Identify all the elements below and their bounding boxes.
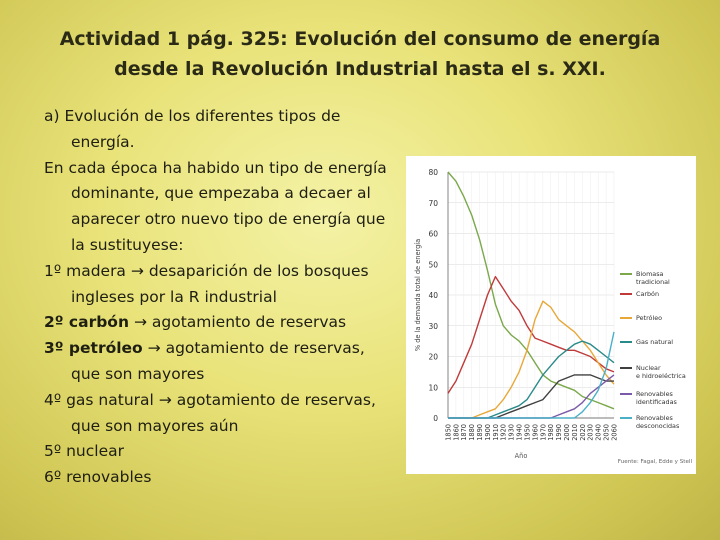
y-tick-label: 30	[428, 321, 438, 331]
energy-chart	[406, 156, 696, 474]
item-2-text: agotamiento de reservas	[151, 313, 347, 332]
slide-body	[44, 104, 414, 491]
x-tick-label: 1960	[531, 424, 540, 441]
intro-line-3: aparecer otro nuevo tipo de energía que	[71, 210, 386, 229]
arrow-icon: →	[130, 261, 144, 280]
item-5: 5º nuclear	[44, 442, 124, 461]
x-tick-label: 2010	[570, 424, 579, 441]
legend-label-7: Renovables	[636, 414, 673, 422]
x-tick-label: 1850	[444, 424, 453, 441]
intro-line-1: En cada época ha habido un tipo de energía	[44, 158, 387, 177]
legend-label-1: Biomasa	[636, 270, 664, 278]
y-tick-label: 60	[428, 229, 438, 239]
item-4-label: 4º gas natural	[44, 390, 154, 409]
x-tick-label: 1970	[539, 424, 548, 441]
series-line-3	[448, 301, 614, 418]
x-tick-label: 2040	[594, 424, 603, 441]
x-tick-label: 2020	[578, 424, 587, 441]
heading-line-1: a) Evolución de los diferentes tipos de	[44, 107, 341, 125]
x-tick-label: 1910	[491, 424, 500, 441]
item-4	[44, 388, 414, 414]
item-1-cont: ingleses por la R industrial	[71, 287, 277, 306]
item-2-label: 2º carbón	[44, 313, 129, 332]
x-tick-label: 1920	[499, 424, 508, 441]
y-tick-label: 20	[428, 352, 438, 362]
x-tick-label: 1980	[547, 424, 556, 441]
item-4-cont: que son mayores aún	[71, 416, 239, 435]
title-line-2: desde la Revolución Industrial hasta el s. XXI.	[114, 58, 606, 80]
heading-line-2: energía.	[71, 132, 135, 151]
energy-chart-figure	[406, 156, 696, 474]
x-tick-label: 2030	[586, 424, 595, 441]
legend-label-5-cont: e hidroeléctrica	[636, 372, 686, 380]
y-tick-label: 10	[428, 383, 438, 393]
x-tick-label: 1950	[523, 424, 532, 441]
x-tick-label: 1860	[452, 424, 461, 441]
intro-line-4: la sustituyese:	[71, 235, 184, 254]
item-4-text: agotamiento de reservas,	[176, 390, 376, 409]
title-line-1: Actividad 1 pág. 325: Evolución del consumo de energía	[59, 28, 661, 50]
x-tick-label: 1890	[476, 424, 485, 441]
y-tick-label: 50	[428, 260, 438, 270]
legend-label-4: Gas natural	[636, 338, 674, 346]
y-tick-label: 80	[428, 168, 438, 177]
y-tick-label: 0	[433, 414, 438, 423]
y-tick-label: 40	[428, 291, 438, 300]
x-tick-label: 2000	[562, 424, 571, 441]
item-2	[44, 310, 414, 336]
series-line-1	[448, 172, 614, 409]
series-line-5	[448, 375, 614, 418]
item-6: 6º renovables	[44, 468, 152, 487]
item-3-text: agotamiento de reservas,	[165, 339, 365, 358]
x-tick-label: 1940	[515, 424, 524, 441]
source-note: Fuente: Fagal, Edde y Stell	[617, 459, 692, 465]
series-line-6	[448, 375, 614, 418]
series-line-4	[448, 341, 614, 418]
item-3-cont: que son mayores	[71, 364, 205, 383]
item-3-label: 3º petróleo	[44, 339, 143, 358]
arrow-icon: →	[147, 339, 161, 358]
x-tick-label: 2050	[602, 424, 611, 441]
legend-label-6: Renovables	[636, 390, 673, 398]
arrow-icon: →	[133, 313, 147, 332]
x-tick-label: 1880	[468, 424, 477, 441]
legend-label-3: Petróleo	[636, 314, 663, 322]
item-1-label: 1º madera	[44, 261, 126, 280]
arrow-icon: →	[158, 390, 172, 409]
x-tick-label: 2060	[610, 424, 619, 441]
y-tick-label: 70	[428, 198, 438, 208]
x-tick-label: 1900	[483, 424, 492, 441]
x-axis-label: Año	[514, 452, 528, 460]
x-tick-label: 1870	[460, 424, 469, 441]
x-tick-label: 1930	[507, 424, 516, 441]
legend-label-2: Carbón	[636, 290, 660, 298]
item-3	[44, 336, 414, 362]
legend-label-1-cont: tradicional	[636, 278, 670, 286]
item-1-text: desaparición de los bosques	[148, 261, 369, 280]
y-axis-label: % de la demanda total de energía	[414, 238, 422, 352]
legend-label-6-cont: identificadas	[636, 398, 677, 406]
legend-label-5: Nuclear	[636, 364, 661, 372]
intro-line-2: dominante, que empezaba a decaer al	[71, 184, 371, 203]
legend-label-7-cont: desconocidas	[636, 422, 680, 430]
item-1	[44, 259, 414, 285]
x-tick-label: 1990	[555, 424, 564, 441]
slide-title	[30, 24, 690, 84]
